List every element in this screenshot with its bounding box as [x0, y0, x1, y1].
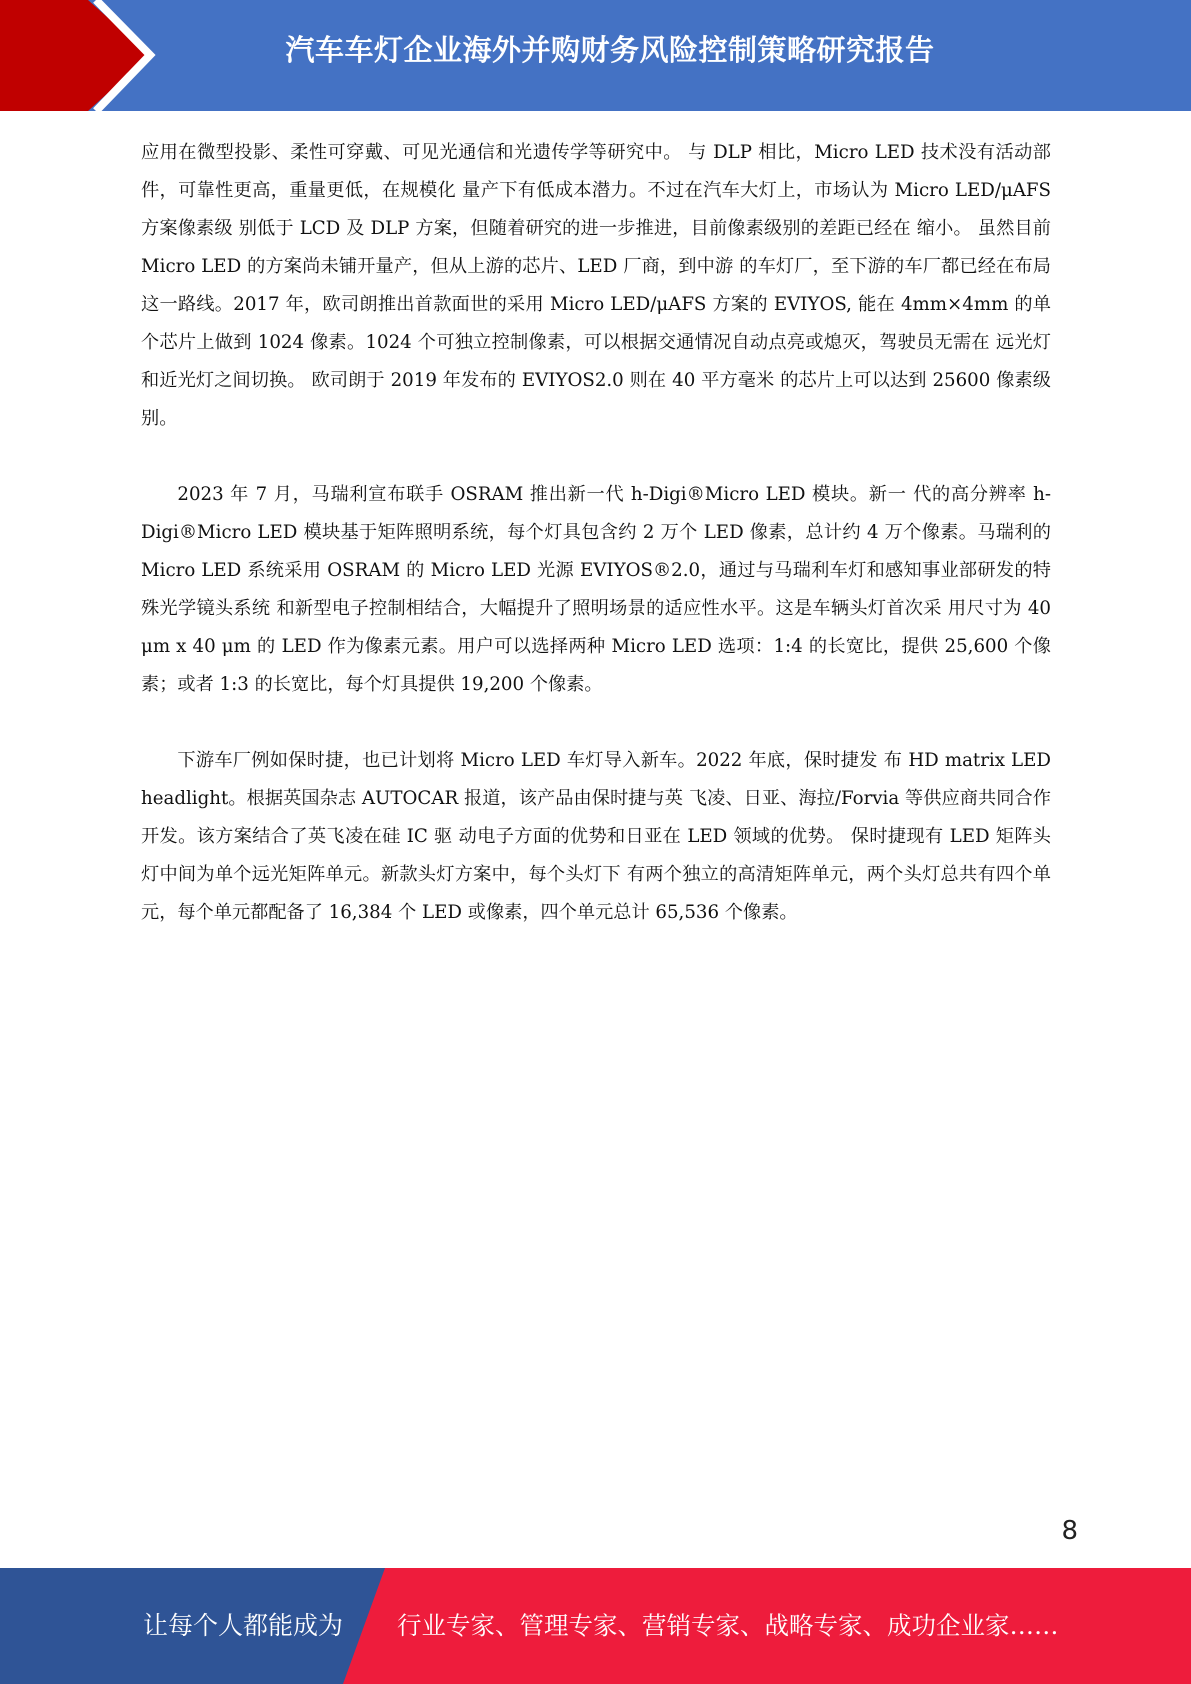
- body-content: [141, 134, 1051, 970]
- header-red-arrow: [0, 0, 150, 111]
- report-title: 汽车车灯企业海外并购财务风险控制策略研究报告: [285, 33, 935, 67]
- footer-slogan-left: 让每个人都能成为: [143, 1611, 344, 1640]
- footer-slogan-right: 行业专家、管理专家、营销专家、战略专家、成功企业家……: [397, 1611, 1059, 1640]
- page-footer: [0, 1568, 1191, 1684]
- paragraph-2: 2023 年 7 月，马瑞利宣布联手 OSRAM 推出新一代 h-Digi®Micro LED 模块。新一 代的高分辨率 h-Digi®Micro LED 模块基于矩阵照明系统，每个灯具包含约 2 万个 LED 像素，总计约 4 万个像素。马瑞利的 Micro LED 系统采用 OSRAM 的 Micro LED 光源 EVIYOS®2.0，通过与马瑞利车灯和感知事业部研发的特殊光学镜头系统 和新型电子控制相结合，大幅提升了照明场景的适应性水平。这是车辆头灯首次采 用尺寸为 40 μm x 40 μm 的 LED 作为像素元素。用户可以选择两种 Micro LED 选项：1:4 的长宽比，提供 25,600 个像素；或者 1:3 的长宽比，每个灯具提供 19,200 个像素。: [141, 484, 1051, 695]
- page-number: 8: [1061, 1516, 1078, 1546]
- page-header: [0, 0, 1191, 111]
- paragraph-1: 应用在微型投影、柔性可穿戴、可见光通信和光遗传学等研究中。 与 DLP 相比，Micro LED 技术没有活动部件，可靠性更高，重量更低，在规模化 量产下有低成本潜力。不过在汽车大灯上，市场认为 Micro LED/μAFS 方案像素级 别低于 LCD 及 DLP 方案，但随着研究的进一步推进，目前像素级别的差距已经在 缩小。 虽然目前 Micro LED 的方案尚未铺开量产，但从上游的芯片、LED 厂商，到中游 的车灯厂，至下游的车厂都已经在布局这一路线。2017 年，欧司朗推出首款面世的采用 Micro LED/μAFS 方案的 EVIYOS, 能在 4mm×4mm 的单个芯片上做到 1024 像素。1024 个可独立控制像素，可以根据交通情况自动点亮或熄灭，驾驶员无需在 远光灯和近光灯之间切换。 欧司朗于 2019 年发布的 EVIYOS2.0 则在 40 平方毫米 的芯片上可以达到 25600 像素级别。: [141, 142, 1051, 429]
- paragraph-3: 下游车厂例如保时捷，也已计划将 Micro LED 车灯导入新车。2022 年底，保时捷发 布 HD matrix LED headlight。根据英国杂志 AUTOCAR 报道，该产品由保时捷与英 飞凌、日亚、海拉/Forvia 等供应商共同合作开发。该方案结合了英飞凌在硅 IC 驱 动电子方面的优势和日亚在 LED 领域的优势。 保时捷现有 LED 矩阵头灯中间为单个远光矩阵单元。新款头灯方案中，每个头灯下 有两个独立的高清矩阵单元，两个头灯总共有四个单元，每个单元都配备了 16,384 个 LED 或像素，四个单元总计 65,536 个像素。: [141, 750, 1051, 923]
